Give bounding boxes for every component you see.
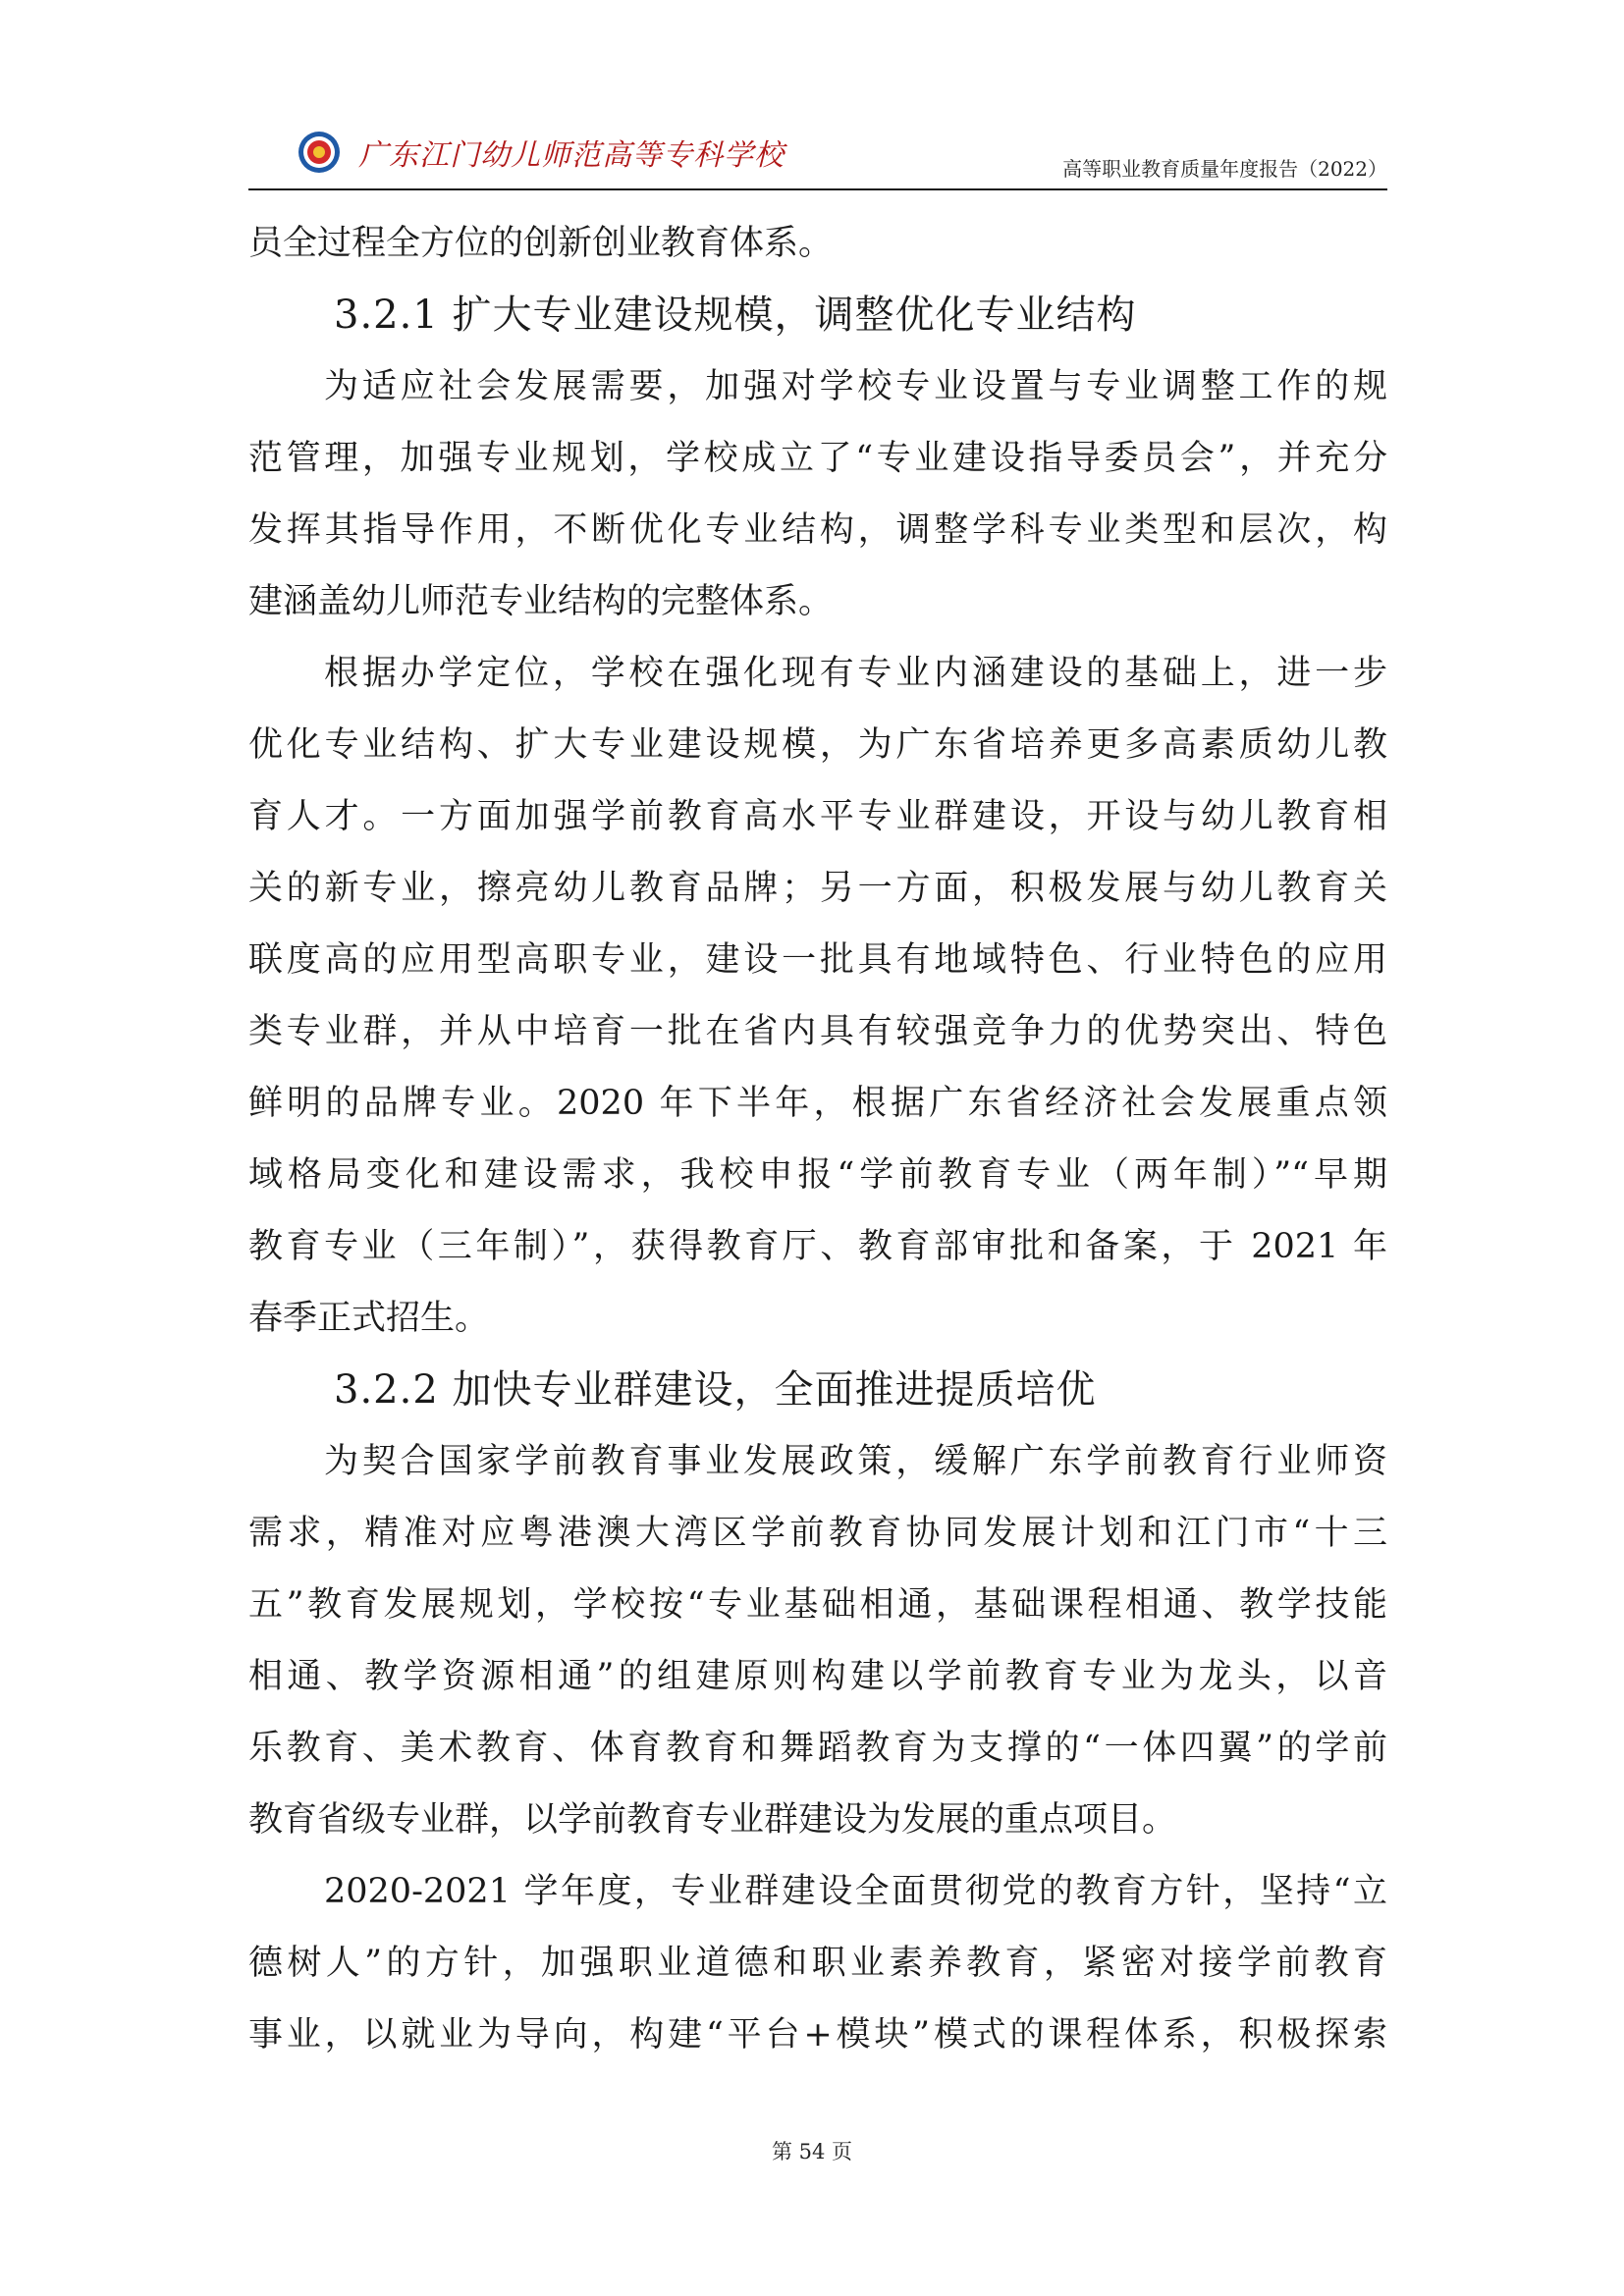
page-number: 第 54 页 — [771, 2140, 853, 2163]
text-line: 鲜明的品牌专业。2020 年下半年，根据广东省经济社会发展重点领 — [248, 1084, 1387, 1123]
text-line: 优化专业结构、扩大专业建设规模，为广东省培养更多高素质幼儿教 — [248, 725, 1387, 765]
text-line: 域格局变化和建设需求，我校申报“学前教育专业（两年制）”“早期 — [248, 1155, 1387, 1195]
school-logo-icon — [298, 131, 341, 174]
text-line: 2020-2021 学年度，专业群建设全面贯彻党的教育方针，坚持“立 — [324, 1872, 1387, 1911]
document-body — [248, 208, 1387, 2071]
text-line: 教育省级专业群，以学前教育专业群建设为发展的重点项目。 — [248, 1800, 1177, 1840]
header-divider — [248, 188, 1387, 190]
text-line: 教育专业（三年制）”，获得教育厅、教育部审批和备案，于 2021 年 — [248, 1227, 1387, 1266]
text-line: 五”教育发展规划，学校按“专业基础相通，基础课程相通、教学技能 — [248, 1585, 1387, 1625]
text-line: 需求，精准对应粤港澳大湾区学前教育协同发展计划和江门市“十三 — [248, 1514, 1387, 1553]
text-line: 春季正式招生。 — [248, 1299, 490, 1338]
page-header — [248, 116, 1387, 192]
report-title: 高等职业教育质量年度报告（2022） — [1062, 157, 1387, 181]
text-line: 相通、教学资源相通”的组建原则构建以学前教育专业为龙头，以音 — [248, 1657, 1387, 1696]
section-heading: 3.2.1 扩大专业建设规模，调整优化专业结构 — [334, 293, 1137, 338]
text-line: 建涵盖幼儿师范专业结构的完整体系。 — [248, 582, 834, 621]
text-line: 发挥其指导作用，不断优化专业结构，调整学科专业类型和层次，构 — [248, 510, 1387, 550]
text-line: 事业，以就业为导向，构建“平台+模块”模式的课程体系，积极探索 — [248, 2015, 1387, 2055]
school-name: 广东江门幼儿师范高等专科学校 — [358, 138, 785, 173]
text-line: 德树人”的方针，加强职业道德和职业素养教育，紧密对接学前教育 — [248, 1944, 1387, 1983]
text-line: 类专业群，并从中培育一批在省内具有较强竞争力的优势突出、特色 — [248, 1012, 1387, 1051]
text-line: 育人才。一方面加强学前教育高水平专业群建设，开设与幼儿教育相 — [248, 797, 1387, 836]
text-line: 根据办学定位，学校在强化现有专业内涵建设的基础上，进一步 — [324, 654, 1387, 693]
text-line: 为适应社会发展需要，加强对学校专业设置与专业调整工作的规 — [324, 367, 1387, 406]
text-line: 为契合国家学前教育事业发展政策，缓解广东学前教育行业师资 — [324, 1442, 1387, 1481]
text-line: 员全过程全方位的创新创业教育体系。 — [248, 224, 834, 263]
text-line: 乐教育、美术教育、体育教育和舞蹈教育为支撑的“一体四翼”的学前 — [248, 1729, 1387, 1768]
text-line: 关的新专业，擦亮幼儿教育品牌；另一方面，积极发展与幼儿教育关 — [248, 869, 1387, 908]
section-heading: 3.2.2 加快专业群建设，全面推进提质培优 — [334, 1367, 1097, 1413]
text-line: 范管理，加强专业规划，学校成立了“专业建设指导委员会”，并充分 — [248, 439, 1387, 478]
text-line: 联度高的应用型高职专业，建设一批具有地域特色、行业特色的应用 — [248, 940, 1387, 980]
